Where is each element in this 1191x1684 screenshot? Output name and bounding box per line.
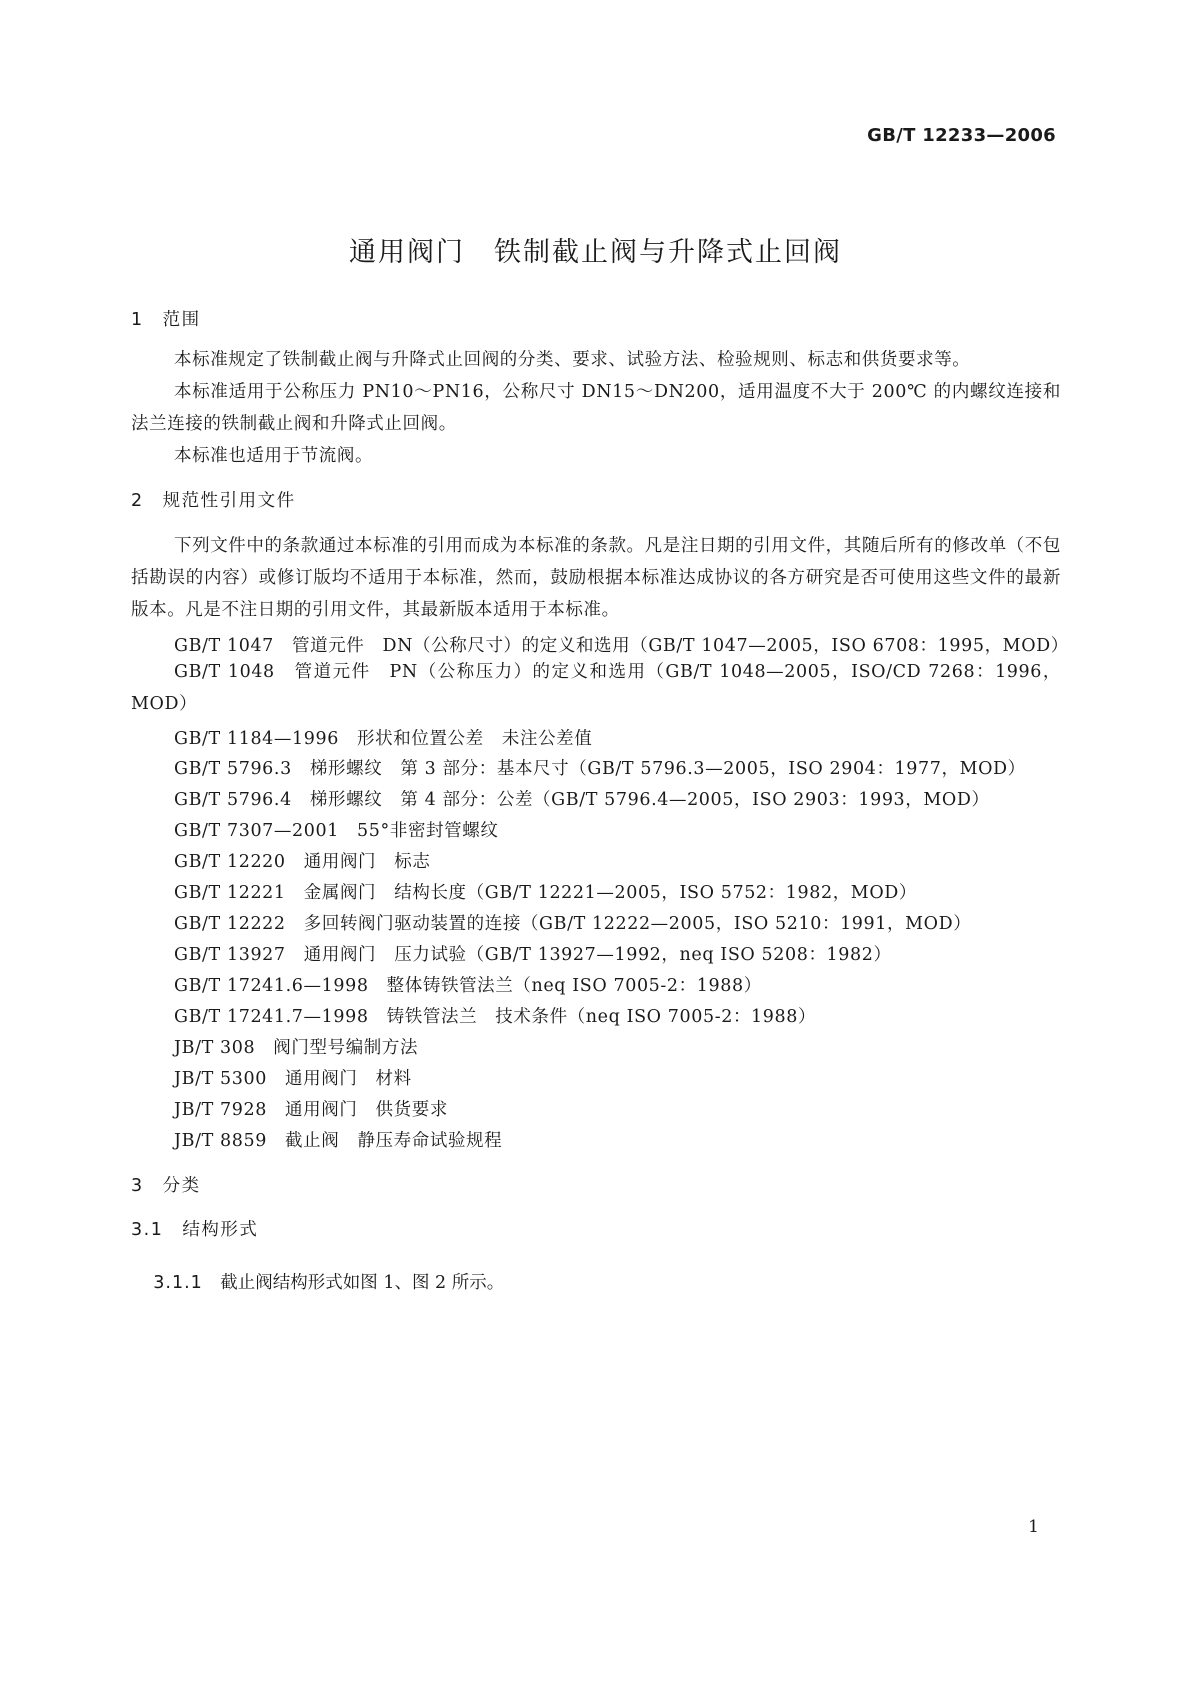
- reference-item: GB/T 13927 通用阀门 压力试验（GB/T 13927—1992，neq ISO 5208：1982）: [174, 945, 892, 965]
- section-2-heading: 2 规范性引用文件: [131, 491, 296, 511]
- reference-item: GB/T 1047 管道元件 DN（公称尺寸）的定义和选用（GB/T 1047—2005，ISO 6708：1995，MOD）: [174, 636, 1069, 656]
- reference-item: GB/T 17241.6—1998 整体铸铁管法兰（neq ISO 7005-2：1988）: [174, 976, 762, 996]
- section-3-heading: 3 分类: [131, 1176, 201, 1196]
- reference-item: GB/T 5796.4 梯形螺纹 第 4 部分：公差（GB/T 5796.4—2005，ISO 2903：1993，MOD）: [174, 790, 990, 810]
- references-intro: 下列文件中的条款通过本标准的引用而成为本标准的条款。凡是注日期的引用文件，其随后所有的修改单（不包括勘误的内容）或修订版均不适用于本标准，然而，鼓励根据本标准达成协议的各方研究是否可使用这些文件的最新版本。凡是不注日期的引用文件，其最新版本适用于本标准。: [131, 536, 1061, 620]
- scope-paragraph-1: 本标准规定了铁制截止阀与升降式止回阀的分类、要求、试验方法、检验规则、标志和供货要求等。: [174, 350, 971, 370]
- section-1-heading: 1 范围: [131, 310, 201, 330]
- reference-item: JB/T 5300 通用阀门 材料: [174, 1069, 412, 1089]
- clause-text: 截止阀结构形式如图 1、图 2 所示。: [220, 1273, 505, 1293]
- clause-3-1-1: [131, 1249, 504, 1314]
- reference-item: GB/T 5796.3 梯形螺纹 第 3 部分：基本尺寸（GB/T 5796.3—2005，ISO 2904：1977，MOD）: [174, 759, 1026, 779]
- reference-item: JB/T 8859 截止阀 静压寿命试验规程: [174, 1131, 503, 1151]
- scope-paragraph-3: 本标准也适用于节流阀。: [174, 446, 374, 466]
- clause-number: 3.1.1: [153, 1273, 203, 1293]
- standard-number: GB/T 12233—2006: [867, 125, 1056, 146]
- reference-item: GB/T 1048 管道元件 PN（公称压力）的定义和选用（GB/T 1048—2005，ISO/CD 7268：1996，MOD）: [131, 662, 1061, 714]
- reference-item: GB/T 12220 通用阀门 标志: [174, 852, 431, 872]
- document-title: 通用阀门 铁制截止阀与升降式止回阀: [349, 237, 842, 268]
- page-number: 1: [1028, 1517, 1039, 1537]
- reference-item: GB/T 1184—1996 形状和位置公差 未注公差值: [174, 729, 593, 749]
- reference-item: JB/T 308 阀门型号编制方法: [174, 1038, 419, 1058]
- reference-item: GB/T 7307—2001 55°非密封管螺纹: [174, 821, 499, 841]
- reference-item: JB/T 7928 通用阀门 供货要求: [174, 1100, 448, 1120]
- reference-item: GB/T 17241.7—1998 铸铁管法兰 技术条件（neq ISO 7005-2：1988）: [174, 1007, 817, 1027]
- reference-item: GB/T 12222 多回转阀门驱动装置的连接（GB/T 12222—2005，ISO 5210：1991，MOD）: [174, 914, 972, 934]
- scope-paragraph-2: 本标准适用于公称压力 PN10～PN16，公称尺寸 DN15～DN200，适用温度不大于 200℃ 的内螺纹连接和法兰连接的铁制截止阀和升降式止回阀。: [131, 382, 1061, 434]
- reference-item: GB/T 12221 金属阀门 结构长度（GB/T 12221—2005，ISO 5752：1982，MOD）: [174, 883, 917, 903]
- subsection-3-1-heading: 3.1 结构形式: [131, 1220, 259, 1240]
